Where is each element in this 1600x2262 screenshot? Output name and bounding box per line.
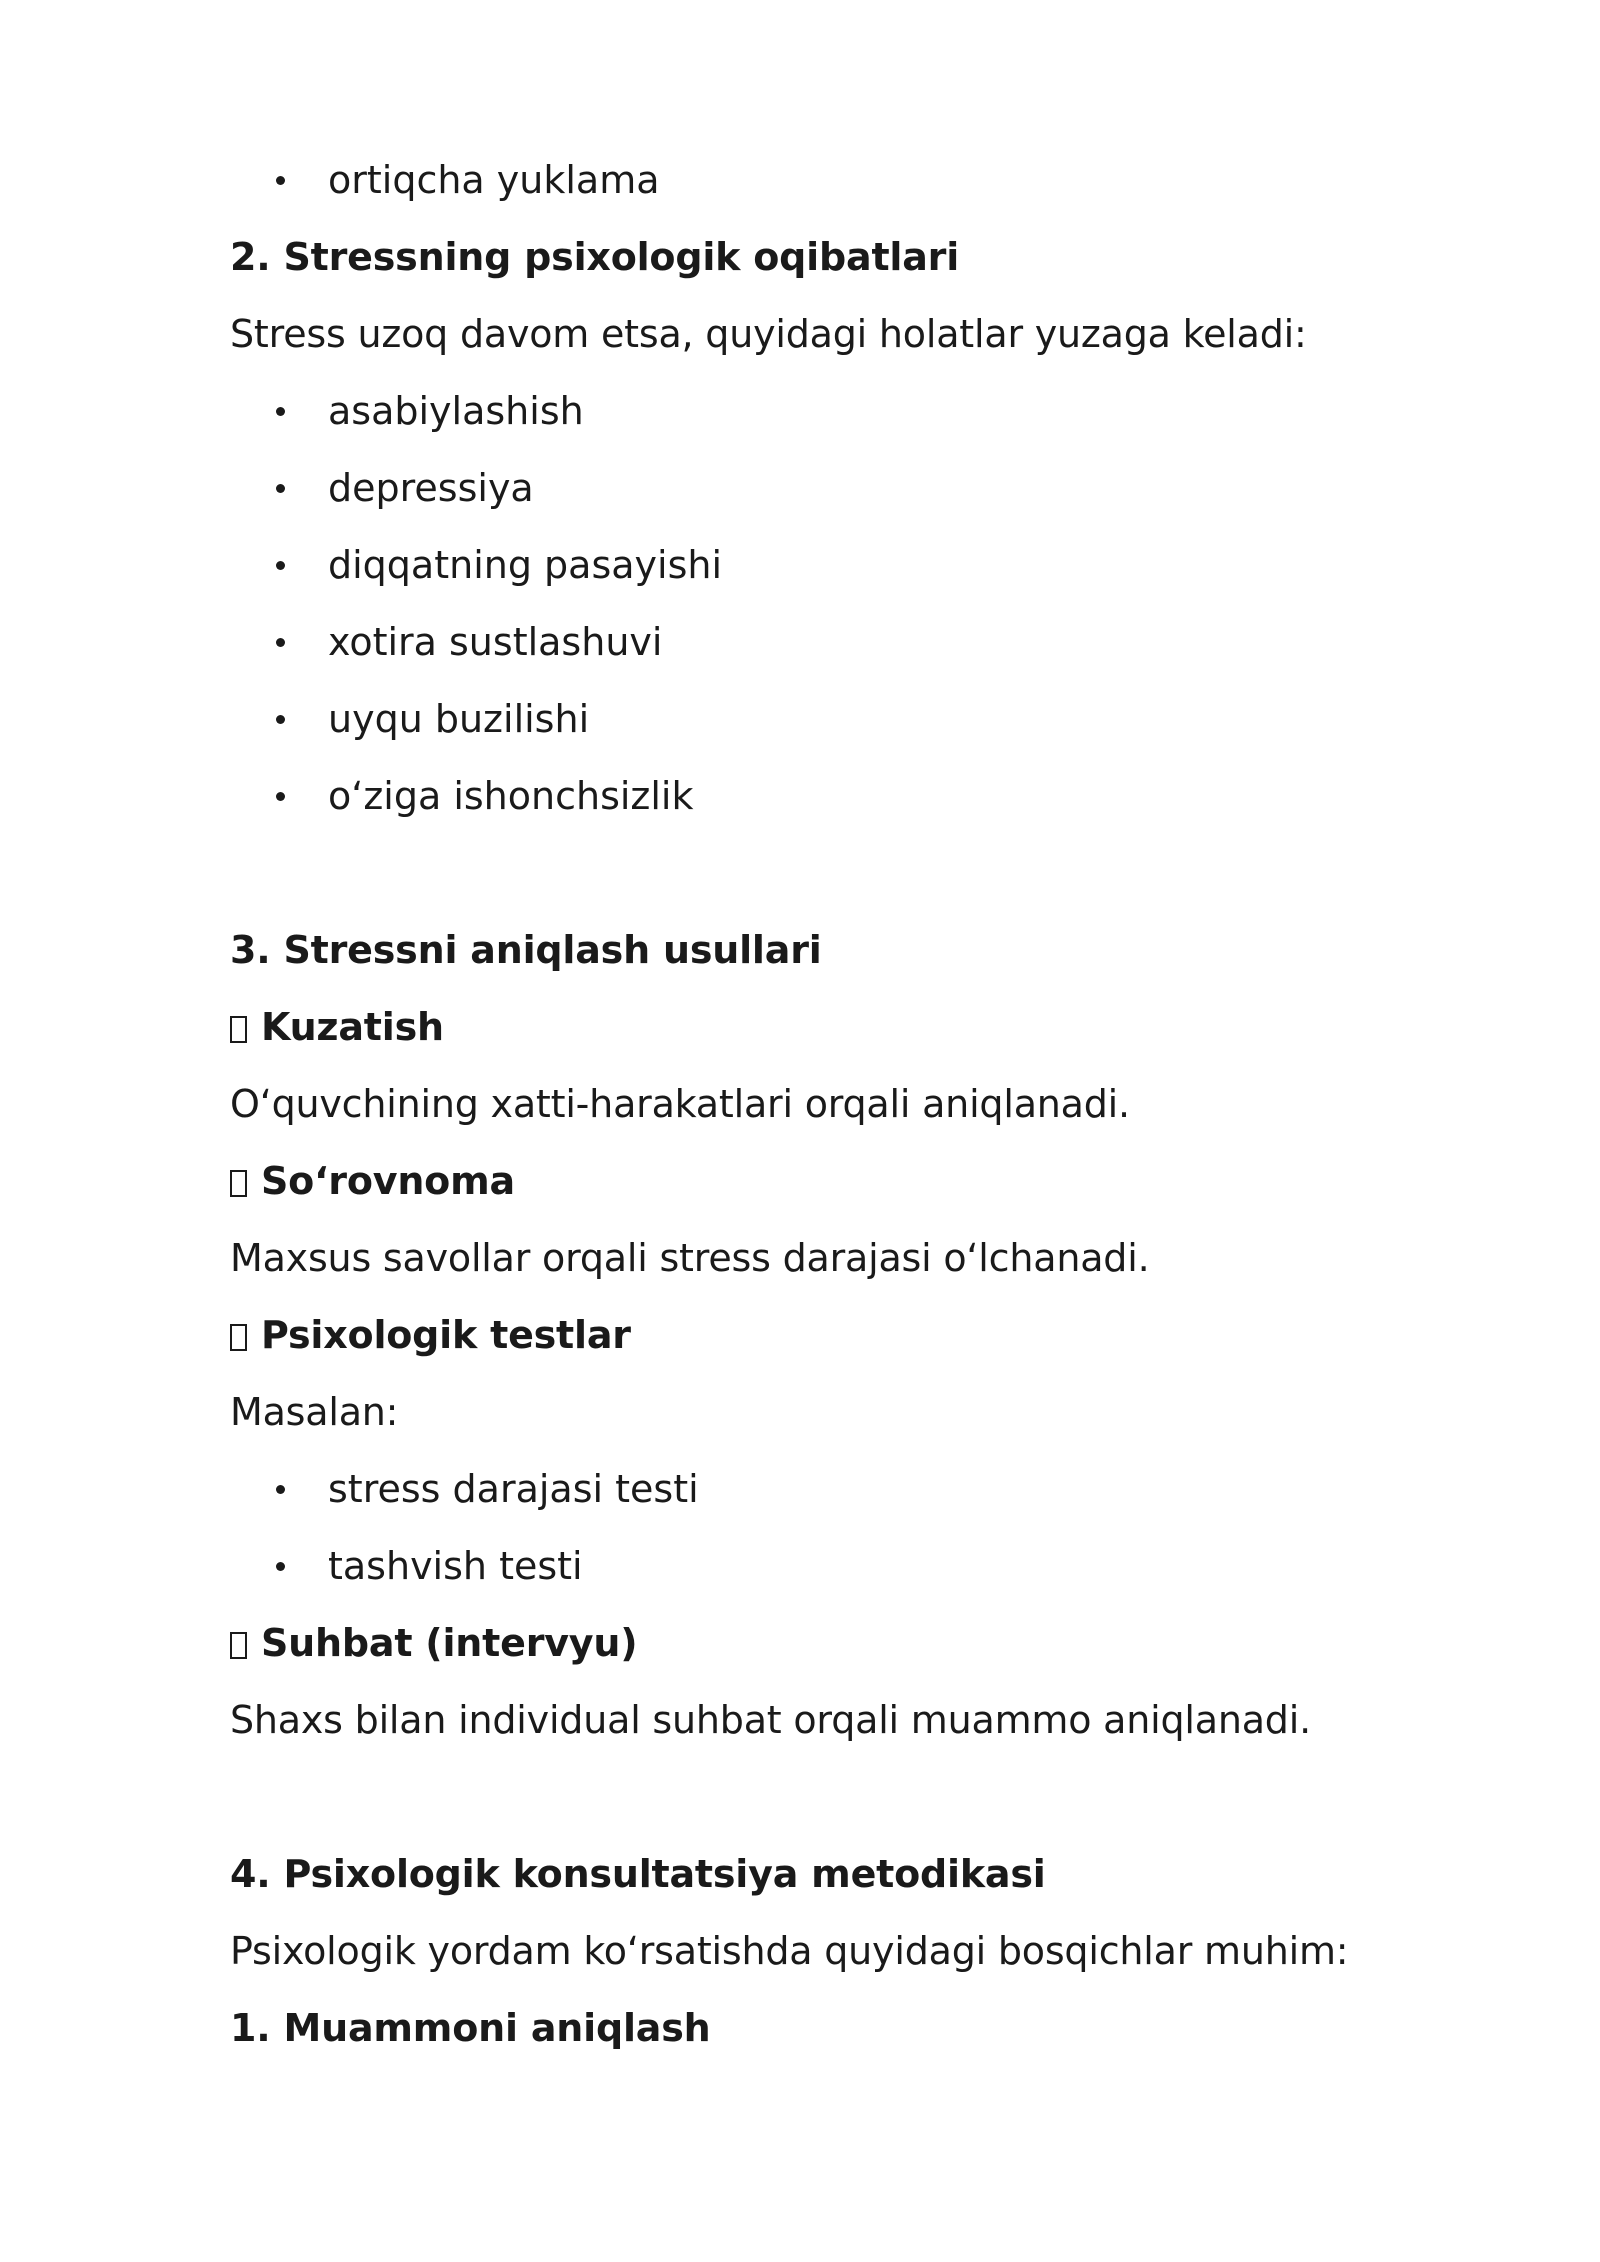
- missing-glyph-icon: [230, 1170, 247, 1197]
- paragraph: Masalan:: [230, 1390, 399, 1434]
- list-item-text: stress darajasi testi: [328, 1467, 699, 1511]
- section-heading: 3. Stressni aniqlash usullari: [230, 928, 822, 972]
- bullet-icon: [276, 1562, 285, 1571]
- bullet-icon: [276, 561, 285, 570]
- method-title-text: So‘rovnoma: [261, 1159, 515, 1203]
- list-item-text: xotira sustlashuvi: [328, 620, 663, 664]
- list-item-text: diqqatning pasayishi: [328, 543, 723, 587]
- paragraph: Shaxs bilan individual suhbat orqali muammo aniqlanadi.: [230, 1698, 1311, 1742]
- paragraph: O‘quvchining xatti-harakatlari orqali aniqlanadi.: [230, 1082, 1130, 1126]
- paragraph: Stress uzoq davom etsa, quyidagi holatlar yuzaga keladi:: [230, 312, 1307, 356]
- method-title: [230, 1619, 637, 1667]
- bullet-icon: [276, 407, 285, 416]
- list-item-text: asabiylashish: [328, 389, 584, 433]
- list-item-text: o‘ziga ishonchsizlik: [328, 774, 694, 818]
- list-item-text: tashvish testi: [328, 1544, 583, 1588]
- section-heading: 2. Stressning psixologik oqibatlari: [230, 235, 960, 279]
- list-item-text: depressiya: [328, 466, 534, 510]
- paragraph: Psixologik yordam ko‘rsatishda quyidagi bosqichlar muhim:: [230, 1929, 1349, 1973]
- bullet-icon: [276, 1485, 285, 1494]
- bullet-icon: [276, 176, 285, 185]
- method-title: [230, 1311, 631, 1359]
- method-title-text: Suhbat (intervyu): [261, 1621, 638, 1665]
- bullet-icon: [276, 715, 285, 724]
- step-heading: 1. Muammoni aniqlash: [230, 2006, 711, 2050]
- list-item-text: ortiqcha yuklama: [328, 158, 660, 202]
- bullet-icon: [276, 792, 285, 801]
- method-title-text: Kuzatish: [261, 1005, 444, 1049]
- method-title: [230, 1157, 515, 1205]
- method-title: [230, 1003, 444, 1051]
- section-heading: 4. Psixologik konsultatsiya metodikasi: [230, 1852, 1046, 1896]
- method-title-text: Psixologik testlar: [261, 1313, 631, 1357]
- missing-glyph-icon: [230, 1016, 247, 1043]
- missing-glyph-icon: [230, 1324, 247, 1351]
- bullet-icon: [276, 638, 285, 647]
- list-item-text: uyqu buzilishi: [328, 697, 590, 741]
- missing-glyph-icon: [230, 1632, 247, 1659]
- bullet-icon: [276, 484, 285, 493]
- paragraph: Maxsus savollar orqali stress darajasi o‘lchanadi.: [230, 1236, 1150, 1280]
